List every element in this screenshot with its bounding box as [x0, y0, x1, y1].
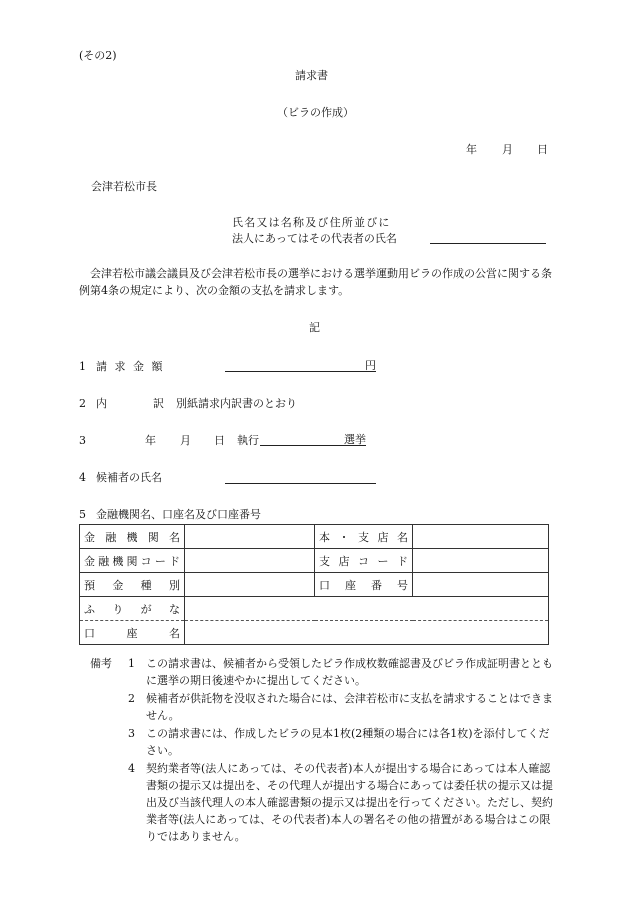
- election-name-field[interactable]: [260, 432, 366, 446]
- applicant-name-field[interactable]: [430, 230, 546, 244]
- table-row: [80, 549, 549, 573]
- candidate-name-field[interactable]: [225, 470, 376, 484]
- item-5-number: 5: [79, 508, 86, 521]
- item-4-label: 候補者の氏名: [96, 471, 162, 484]
- note-text: 契約業者等(法人にあっては、その代表者)本人が提出する場合にあっては本人確認書類の提示又は提出を、その代理人が提出する場合にあっては委任状の提示又は提出及び当該代理人の本人確認書類の提示又は提出を行ってください。ただし、契約業者等(法人にあっては、その代表者)本人の署名その他の措置がある場合はこの限りではありません。: [146, 762, 553, 843]
- note-text: この請求書には、作成したビラの見本1枚(2種類の場合には各1枚)を添付してください。: [146, 727, 550, 757]
- claim-amount-field[interactable]: [225, 358, 376, 372]
- date-year-label: 年: [466, 143, 477, 156]
- note-text: この請求書は、候補者から受領したビラ作成枚数確認書及びビラ作成証明書とともに選挙の期日後速やかに提出してください。: [146, 657, 553, 687]
- list-item: [90, 655, 560, 689]
- account-name-cell[interactable]: [185, 621, 549, 645]
- furigana-cell[interactable]: [185, 597, 549, 621]
- branch-name-label: 本・支店名: [315, 525, 413, 549]
- branch-code-cell[interactable]: [413, 549, 549, 573]
- item-1-label: 請 求 金 額: [96, 360, 165, 373]
- item-3-month: 月: [180, 434, 191, 447]
- item-2-number: 2: [79, 397, 86, 410]
- branch-name-cell[interactable]: [413, 525, 549, 549]
- furigana-label: ふりがな: [80, 597, 185, 621]
- branch-code-label: 支店コード: [315, 549, 413, 573]
- applicant-line-2: 法人にあってはその代表者の氏名: [232, 232, 397, 245]
- item-2-label-2: 訳: [153, 397, 164, 410]
- note-number: 3: [128, 727, 135, 740]
- document-title: 請求書: [295, 69, 328, 82]
- bank-name-cell[interactable]: [185, 525, 315, 549]
- table-row: [80, 573, 549, 597]
- list-item: [90, 690, 560, 724]
- bank-code-label: 金融機関コード: [80, 549, 185, 573]
- notes-section: [90, 655, 560, 845]
- section-label: (その2): [79, 49, 117, 62]
- addressee: 会津若松市長: [91, 180, 157, 193]
- note-number: 2: [128, 692, 135, 705]
- ki-heading: 記: [309, 321, 320, 334]
- item-5-label: 金融機関名、口座名及び口座番号: [96, 508, 261, 521]
- item-2-value: 別紙請求内訳書のとおり: [176, 397, 297, 410]
- bank-name-label: 金融機関名: [80, 525, 185, 549]
- account-number-cell[interactable]: [413, 573, 549, 597]
- note-number: 1: [128, 657, 135, 670]
- item-3-year: 年: [145, 434, 156, 447]
- item-3-day: 日: [214, 434, 225, 447]
- table-row: [80, 525, 549, 549]
- item-1-number: 1: [79, 360, 86, 373]
- yen-unit: 円: [365, 359, 376, 372]
- account-number-label: 口座番号: [315, 573, 413, 597]
- bank-code-cell[interactable]: [185, 549, 315, 573]
- bank-account-table: [79, 524, 549, 645]
- account-name-label: 口座名: [80, 621, 185, 645]
- list-item: [90, 725, 560, 759]
- deposit-type-cell[interactable]: [185, 573, 315, 597]
- date-day-label: 日: [537, 143, 548, 156]
- item-3-number: 3: [79, 434, 86, 447]
- deposit-type-label: 預金種別: [80, 573, 185, 597]
- item-3-exec: 執行: [237, 434, 259, 447]
- list-item: [90, 760, 560, 845]
- note-text: 候補者が供託物を没収された場合には、会津若松市に支払を請求することはできません。: [146, 692, 553, 722]
- election-suffix: 選挙: [344, 433, 366, 446]
- applicant-line-1: 氏名又は名称及び住所並びに: [232, 216, 391, 229]
- document-subtitle: （ビラの作成）: [277, 106, 354, 119]
- item-2-label: 内: [96, 397, 107, 410]
- date-month-label: 月: [502, 143, 513, 156]
- note-number: 4: [128, 762, 135, 775]
- notes-heading: 備考: [90, 657, 112, 670]
- item-4-number: 4: [79, 471, 86, 484]
- intro-paragraph: 会津若松市議会議員及び会津若松市長の選挙における選挙運動用ビラの作成の公営に関する条例第4条の規定により、次の金額の支払を請求します。: [79, 267, 552, 297]
- table-row: [80, 621, 549, 645]
- table-row: [80, 597, 549, 621]
